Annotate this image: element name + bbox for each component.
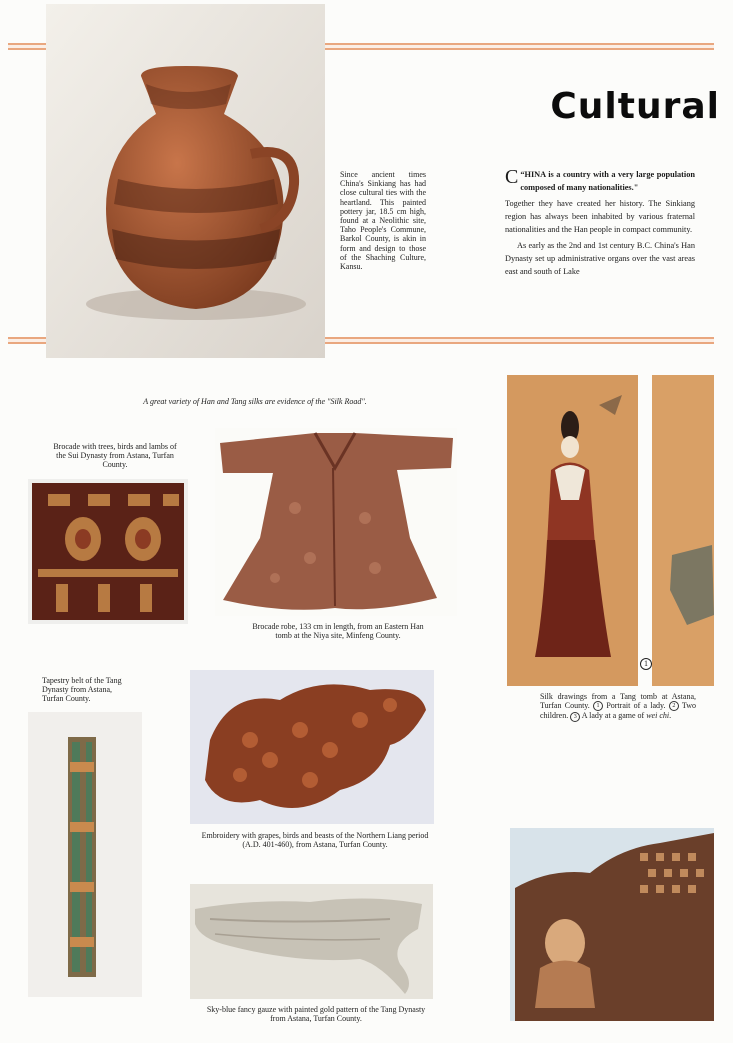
silk-drawings-caption-d: A lady at a game of xyxy=(581,711,645,721)
tapestry-belt-image xyxy=(28,712,142,997)
silk-drawings-caption-end: . xyxy=(669,711,672,721)
tapestry-belt-photo xyxy=(28,712,142,997)
silk-drawing-lady-photo xyxy=(507,375,638,686)
silk-drawings-caption xyxy=(540,692,696,722)
silk-drawings-number-2: 2 xyxy=(669,701,679,711)
silk-drawings-caption-weichi: wei chi xyxy=(646,711,670,721)
silk-drawings-caption-c: Two children. xyxy=(540,701,697,721)
drop-cap: C xyxy=(505,166,519,188)
silk-drawing-children-photo xyxy=(652,375,714,686)
brocade-trees-photo xyxy=(28,479,188,624)
embroidery-image xyxy=(190,670,434,824)
silk-drawing-lady-image xyxy=(507,375,638,686)
silk-drawing-children-image xyxy=(652,375,714,686)
plate-number-badge: 1 xyxy=(640,658,652,670)
section-rule-left xyxy=(8,337,46,344)
silk-road-caption: A great variety of Han and Tang silks are evidence of the "Silk Road". xyxy=(143,397,367,406)
page-title: Cultural xyxy=(550,86,720,127)
silk-drawings-caption-b: Portrait of a lady. xyxy=(606,701,666,711)
brocade-robe-photo xyxy=(215,428,457,616)
intro-text xyxy=(505,168,695,281)
pottery-jar-photo xyxy=(46,4,325,358)
brocade-trees-image xyxy=(28,479,188,624)
silk-drawings-number-3: 3 xyxy=(570,712,580,722)
header-rule-left xyxy=(8,43,46,50)
silk-drawings-caption-a: Silk drawings from a Tang tomb at Astana, Turfan County. xyxy=(540,692,696,711)
tapestry-belt-caption: Tapestry belt of the Tang Dynasty from Astana, Turfan County. xyxy=(42,676,122,704)
intro-paragraph-1: Together they have created her history. The Sinkiang region has always been inhabited by various fraternal nationalities and the Han people in compact community. xyxy=(505,199,695,234)
silk-drawings-number-1: 1 xyxy=(593,701,603,711)
section-rule-right xyxy=(325,337,714,344)
brocade-trees-caption: Brocade with trees, birds and lambs of the Sui Dynasty from Astana, Turfan County. xyxy=(53,442,177,470)
gauze-image xyxy=(190,884,433,999)
silk-painting-fragment-image xyxy=(510,828,714,1021)
brocade-robe-caption: Brocade robe, 133 cm in length, from an Eastern Han tomb at the Niya site, Minfeng County. xyxy=(252,622,424,641)
intro-lead xyxy=(505,168,695,194)
intro-paragraph-2: As early as the 2nd and 1st century B.C. China's Han Dynasty set up administrative organs over the vast areas east and south of Lake xyxy=(505,241,695,276)
gauze-caption: Sky-blue fancy gauze with painted gold pattern of the Tang Dynasty from Astana, Turfan County. xyxy=(206,1005,426,1024)
pottery-jar-image xyxy=(46,4,325,358)
open-quote: “ xyxy=(520,170,525,179)
embroidery-photo xyxy=(190,670,434,824)
intro-lead-bold: HINA is a country with a very large population composed of many nationalities." xyxy=(520,170,695,192)
silk-painting-fragment-photo xyxy=(510,828,714,1021)
header-rule-right xyxy=(325,43,714,50)
gauze-photo xyxy=(190,884,433,999)
pottery-caption: Since ancient times China's Sinkiang has had close cultural ties with the heartland. This painted pottery jar, 18.5 cm high, found at a Neolithic site, Taho People's Commune, Barkol County, is akin in form and design to those of the Shaching Culture, Kansu. xyxy=(340,170,426,272)
brocade-robe-image xyxy=(215,428,457,616)
embroidery-caption: Embroidery with grapes, birds and beasts of the Northern Liang period (A.D. 401-460), from Astana, Turfan County. xyxy=(201,831,429,850)
